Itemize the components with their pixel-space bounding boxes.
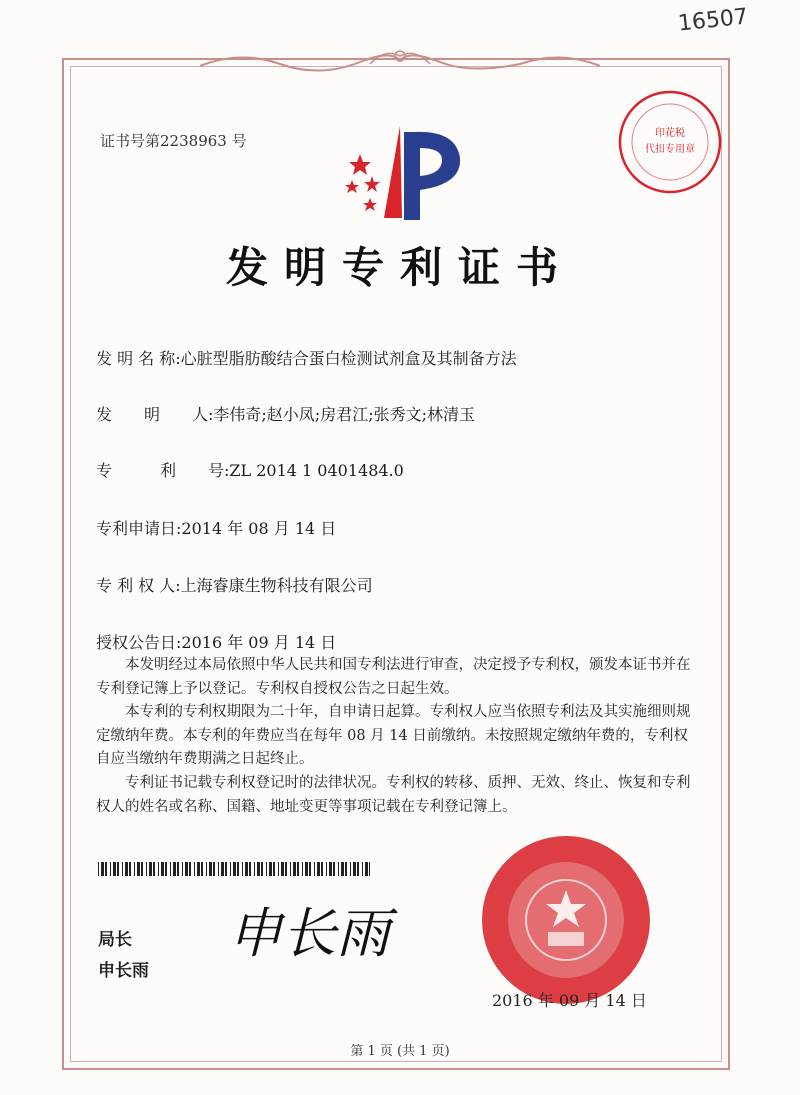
body-paragraph: 本发明经过本局依照中华人民共和国专利法进行审查，决定授予专利权，颁发本证书并在专利登记簿上予以登记。专利权自授权公告之日起生效。 [96,657,691,697]
certificate-title: 发明专利证书 [225,243,574,292]
certificate-number [100,130,247,151]
certificate-number-value: 2238963 [160,132,227,150]
top-ornament-icon [200,46,600,72]
field-value: 上海睿康生物科技有限公司 [180,576,373,595]
field-value: 2016 年 09 月 14 日 [181,633,337,652]
tax-stamp-seal [614,86,726,198]
svg-text:代扣专用章: 代扣专用章 [645,144,695,155]
field-application-date [96,516,336,539]
field-value: 心脏型脂肪酸结合蛋白检测试剂盒及其制备方法 [180,349,517,368]
tax-stamp-seal-icon [614,86,726,198]
svg-text:印花税: 印花税 [655,128,685,139]
field-label: 发 明 名 称: [96,349,181,368]
body-paragraph: 专利证书记载专利权登记时的法律状况。专利权的转移、质押、无效、终止、恢复和专利权人的姓名或名称、国籍、地址变更等事项记载在专利登记簿上。 [96,774,691,815]
seal-date: 2016 年 09 月 14 日 [492,991,647,1010]
handwritten-note: 16507 [676,4,750,37]
field-label: 发 明 人: [96,405,214,424]
field-value: 李伟奇;赵小凤;房君江;张秀文;林清玉 [213,405,475,424]
field-invention-name [96,346,517,369]
office-seal [478,832,654,1008]
signature-text: 申长雨 [228,902,390,965]
certificate-body [96,654,696,819]
certificate-number-suffix: 号 [231,132,247,150]
field-label: 授权公告日: [96,633,182,652]
director-signature [228,890,408,974]
patent-office-emblem-icon [330,118,470,228]
field-label: 专利申请日: [96,519,182,538]
field-label: 专 利 号: [96,461,230,480]
field-patentee [96,573,373,596]
barcode-icon [98,862,370,876]
field-patent-number [96,458,404,481]
director-title: 局长 [98,930,132,950]
field-value: ZL 2014 1 0401484.0 [229,461,404,480]
certificate-number-label: 证书号第 [100,132,161,150]
field-label: 专 利 权 人: [96,576,181,595]
field-grant-date [96,630,336,653]
director-name: 申长雨 [98,961,149,981]
field-inventors [96,402,475,425]
field-value: 2014 年 08 月 14 日 [181,519,337,538]
page-number: 第 1 页 (共 1 页) [350,1044,450,1059]
body-paragraph: 本专利的专利权期限为二十年，自申请日起算。专利权人应当依照专利法及其实施细则规定缴纳年费。本专利的年费应当在每年 08 月 14 日前缴纳。未按照规定缴纳年费的，专利权自应当缴纳年费期满之日起终止。 [96,704,691,768]
office-seal-icon [478,832,654,1008]
